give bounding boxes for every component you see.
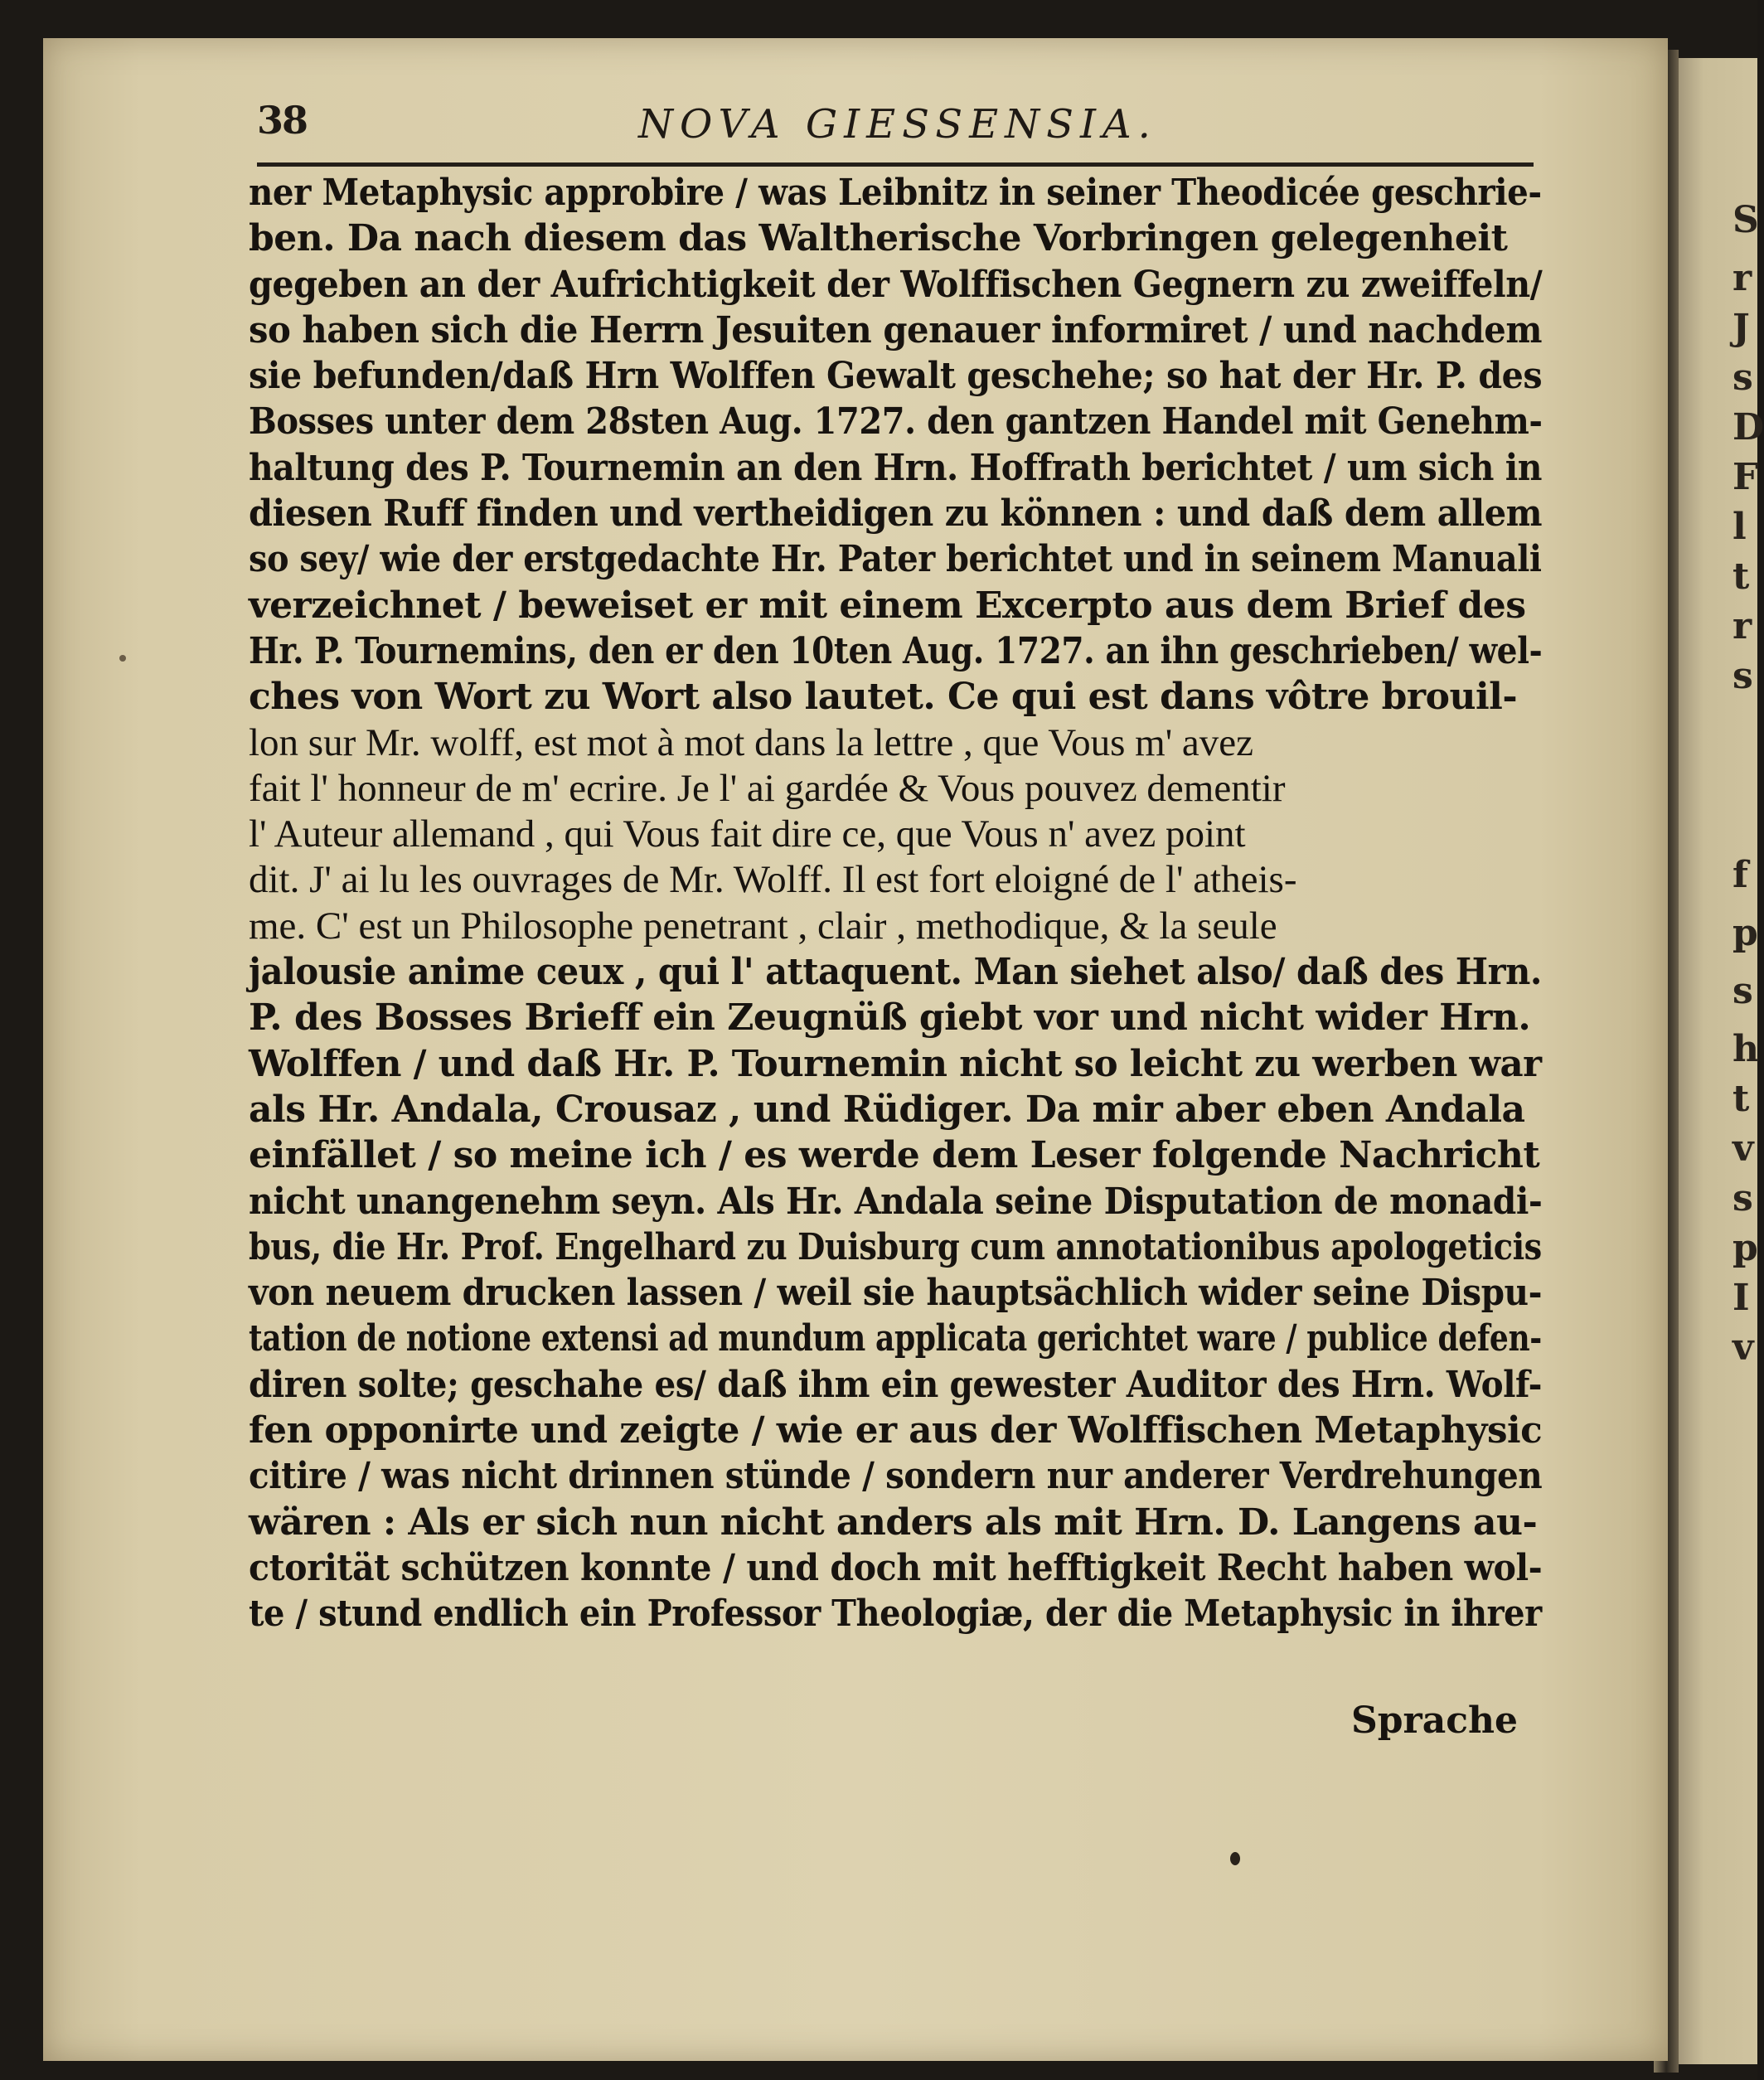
text-line: tation de notione extensi ad mundum applicata gerichtet ware / publice defen- — [249, 1317, 1542, 1360]
french-quote-line: l' Auteur allemand , qui Vous fait dire ce, que Vous n' avez point — [249, 812, 1246, 856]
facing-page-letter: r — [1732, 605, 1752, 647]
text-line: von neuem drucken lassen / weil sie hauptsächlich wider seine Dispu- — [249, 1272, 1542, 1315]
text-line: ben. Da nach diesem das Waltherische Vorbringen gelegenheit — [249, 217, 1508, 260]
header-rule — [257, 162, 1534, 167]
facing-page-letter: t — [1732, 555, 1750, 598]
running-title: NOVA GIESSENSIA. — [638, 101, 1157, 148]
text-line: so sey/ wie der erstgedachte Hr. Pater berichtet und in seinem Manuali — [249, 538, 1542, 581]
text-line: ctorität schützen konnte / und doch mit hefftigkeit Recht haben wol- — [249, 1546, 1543, 1589]
facing-page-letter: f — [1732, 854, 1748, 896]
text-line: Hr. P. Tournemins, den er den 10ten Aug. 1727. an ihn geschrieben/ wel- — [249, 629, 1543, 672]
facing-page-letter: v — [1732, 1326, 1754, 1369]
facing-page-letter: v — [1732, 1127, 1754, 1170]
ink-speck — [1230, 1852, 1240, 1865]
body-text — [249, 170, 1542, 1637]
text-line: P. des Bosses Brieff ein Zeugnüß giebt vor und nicht wider Hrn. — [249, 996, 1531, 1040]
facing-page-letter: r — [1732, 257, 1752, 299]
text-line: Wolffen / und daß Hr. P. Tournemin nicht so leicht zu werben war — [249, 1042, 1542, 1085]
text-line: verzeichnet / beweiset er mit einem Excerpto aus dem Brief des — [249, 584, 1526, 627]
text-line: einfället / so meine ich / es werde dem Leser folgende Nachricht — [249, 1134, 1540, 1177]
facing-page-letter: t — [1732, 1078, 1750, 1120]
facing-page-letter: l — [1732, 506, 1747, 548]
text-line: sie befunden/daß Hrn Wolffen Gewalt geschehe; so hat der Hr. P. des — [249, 355, 1543, 398]
facing-page-letter: s — [1732, 970, 1753, 1012]
ink-speck — [119, 655, 126, 662]
page-number: 38 — [257, 98, 308, 143]
french-quote-line: me. C' est un Philosophe penetrant , clair , methodique, & la seule — [249, 904, 1277, 948]
text-line: jalousie anime ceux , qui l' attaquent. Man siehet also/ daß des Hrn. — [249, 951, 1542, 994]
facing-page-letter: D — [1732, 406, 1764, 448]
facing-page-letter: J — [1732, 307, 1750, 349]
text-line: haltung des P. Tournemin an den Hrn. Hoffrath berichtet / um sich in — [249, 446, 1543, 489]
facing-page-letter: p — [1732, 912, 1758, 954]
text-line: ches von Wort zu Wort also lautet. Ce qui est dans vôtre brouil- — [249, 676, 1518, 719]
french-quote-line: dit. J' ai lu les ouvrages de Mr. Wolff. Il est fort eloigné de l' atheis- — [249, 858, 1297, 902]
text-line: so haben sich die Herrn Jesuiten genauer informiret / und nachdem — [249, 308, 1543, 352]
text-line: wären : Als er sich nun nicht anders als mit Hrn. D. Langens au- — [249, 1501, 1538, 1544]
text-line: diesen Ruff finden und vertheidigen zu können : und daß dem allem — [249, 492, 1543, 536]
facing-page-letter: h — [1732, 1028, 1759, 1070]
facing-page-edge — [1674, 58, 1764, 2064]
text-line: nicht unangenehm seyn. Als Hr. Andala seine Disputation de monadi- — [249, 1180, 1543, 1223]
facing-page-letter: s — [1732, 356, 1753, 399]
text-line: gegeben an der Aufrichtigkeit der Wolffischen Gegnern zu zweiffeln/ — [249, 263, 1543, 306]
text-line: te / stund endlich ein Professor Theologiæ, der die Metaphysic in ihrer — [249, 1593, 1542, 1636]
text-line: fen opponirte und zeigte / wie er aus der Wolffischen Metaphysic — [249, 1409, 1543, 1452]
facing-page-letter: s — [1732, 655, 1753, 697]
facing-page-letter: s — [1732, 1177, 1753, 1219]
text-line: bus, die Hr. Prof. Engelhard zu Duisburg cum annotationibus apologeticis — [249, 1225, 1542, 1268]
text-line: ner Metaphysic approbire / was Leibnitz in seiner Theodicée geschrie- — [249, 172, 1542, 214]
french-quote-line: lon sur Mr. wolff, est mot à mot dans la lettre , que Vous m' avez — [249, 720, 1254, 764]
catchword: Sprache — [1351, 1699, 1519, 1742]
facing-page-letter: S — [1732, 199, 1759, 241]
facing-page-letter: I — [1732, 1277, 1750, 1319]
facing-page-letter: F — [1732, 456, 1759, 498]
text-line: Bosses unter dem 28sten Aug. 1727. den gantzen Handel mit Genehm- — [249, 400, 1543, 444]
text-line: citire / was nicht drinnen stünde / sondern nur anderer Verdrehungen — [249, 1455, 1543, 1498]
page-header — [257, 98, 1534, 156]
text-line: als Hr. Andala, Crousaz , und Rüdiger. Da mir aber eben Andala — [249, 1088, 1525, 1131]
french-quote-line: fait l' honneur de m' ecrire. Je l' ai gardée & Vous pouvez dementir — [249, 766, 1286, 810]
text-line: diren solte; geschahe es/ daß ihm ein gewester Auditor des Hrn. Wolf- — [249, 1363, 1542, 1406]
facing-page-letter: p — [1732, 1227, 1758, 1269]
